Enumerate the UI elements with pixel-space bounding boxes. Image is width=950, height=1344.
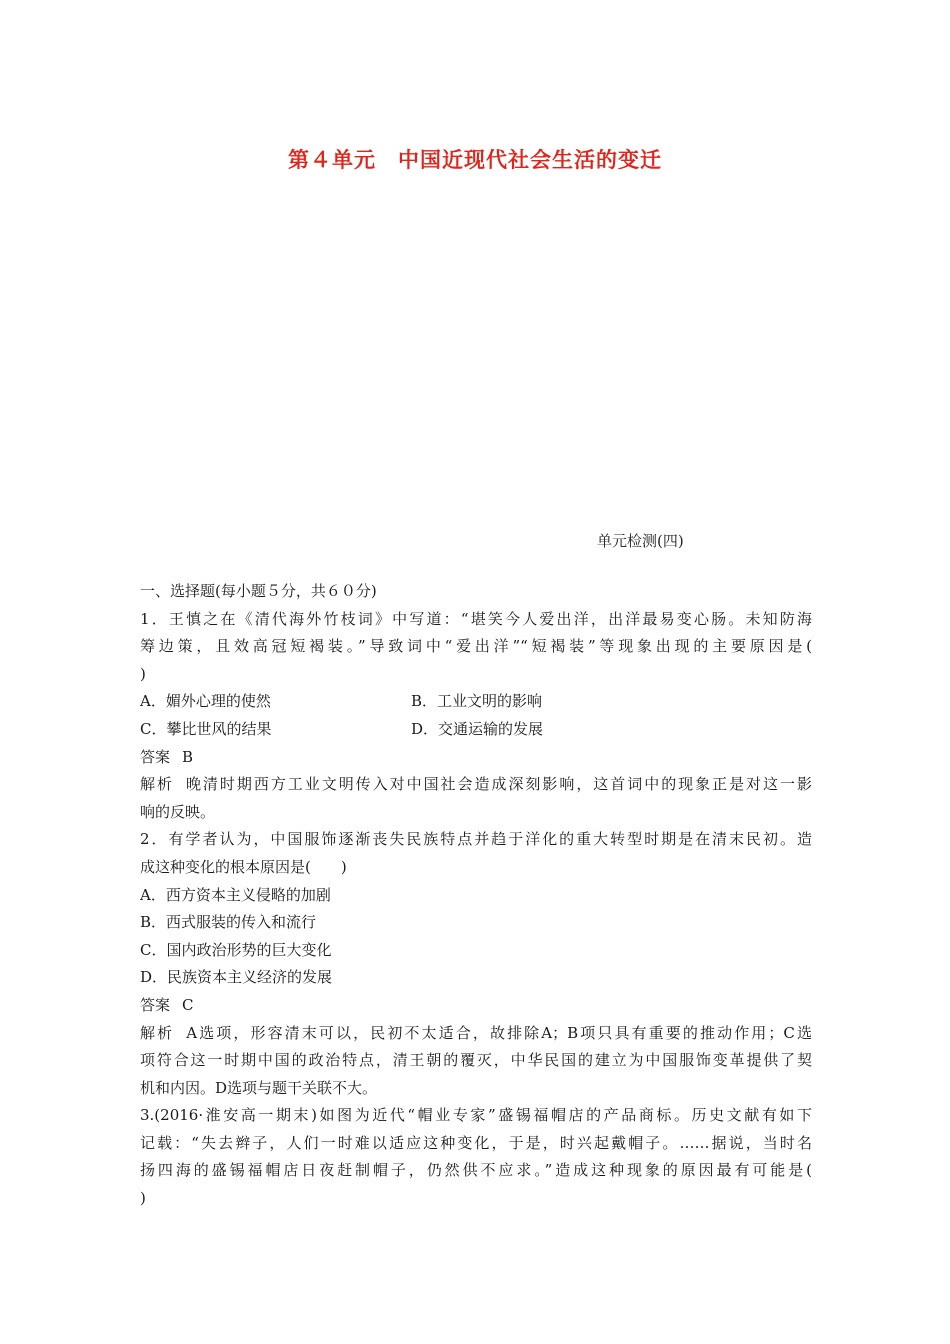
q1-analysis-label: 解析 bbox=[140, 775, 174, 794]
q2-stem-line-1: 2．有学者认为，中国服饰逐渐丧失民族特点并趋于洋化的重大转型时期是在清末民初。造 bbox=[140, 830, 812, 849]
q2-option-d: D．民族资本主义经济的发展 bbox=[140, 968, 333, 987]
q1-options-row-2 bbox=[140, 716, 812, 744]
question-2 bbox=[140, 826, 812, 1102]
q1-analysis-line-1 bbox=[140, 771, 812, 799]
q2-option-a: A．西方资本主义侵略的加剧 bbox=[140, 885, 331, 904]
q1-stem-line-3: ) bbox=[140, 664, 146, 683]
q1-analysis-line-2: 响的反映。 bbox=[140, 802, 216, 821]
q2-answer bbox=[140, 992, 812, 1020]
q2-analysis-line-1 bbox=[140, 1020, 812, 1048]
section-heading: 一、选择题(每小题５分，共６０分) bbox=[140, 582, 377, 600]
q2-analysis-line-3: 机和内因。D选项与题干关联不大。 bbox=[140, 1078, 378, 1097]
q2-analysis-label: 解析 bbox=[140, 1023, 175, 1042]
q2-option-c: C．国内政治形势的巨大变化 bbox=[140, 940, 332, 959]
question-3 bbox=[140, 1102, 812, 1212]
q2-stem-line-2: 成这种变化的根本原因是( ) bbox=[140, 857, 347, 876]
q1-analysis-text-1: 晚清时期西方工业文明传入对中国社会造成深刻影响，这首词中的现象正是对这一影 bbox=[185, 775, 812, 794]
q2-answer-label: 答案 bbox=[140, 995, 171, 1014]
q1-option-c: C．攀比世风的结果 bbox=[140, 719, 272, 738]
unit-test-subtitle: 单元检测(四) bbox=[597, 532, 684, 550]
q2-analysis-line-2: 项符合这一时期中国的政治特点，清王朝的覆灭，中华民国的建立为中国服饰变革提供了契 bbox=[140, 1051, 812, 1070]
q1-option-a: A．媚外心理的使然 bbox=[140, 692, 271, 711]
q1-answer-value: B bbox=[182, 747, 194, 766]
q3-stem-line-2: 记载：“失去辫子，人们一时难以适应这种变化，于是，时兴起戴帽子。……据说，当时名 bbox=[140, 1133, 812, 1152]
q1-stem-line-1: 1．王慎之在《清代海外竹枝词》中写道：“堪笑今人爱出洋，出洋最易变心肠。未知防海 bbox=[140, 609, 812, 628]
q1-stem-line-2: 筹边策，且效高冠短褐装。”导致词中“爱出洋”“短褐装”等现象出现的主要原因是( bbox=[140, 637, 812, 656]
q1-options-row-1 bbox=[140, 688, 812, 716]
q3-stem-line-4: ) bbox=[140, 1189, 146, 1208]
q3-stem-line-1: 3.(2016·淮安高一期末)如图为近代“帽业专家”盛锡福帽店的产品商标。历史文献有如下 bbox=[140, 1106, 812, 1125]
q1-option-d: D．交通运输的发展 bbox=[411, 719, 544, 738]
question-1 bbox=[140, 606, 812, 827]
q1-option-b: B．工业文明的影响 bbox=[411, 692, 543, 711]
q2-option-b: B．西式服装的传入和流行 bbox=[140, 913, 317, 932]
q1-answer-label: 答案 bbox=[140, 747, 171, 766]
page-title: 第４单元 中国近现代社会生活的变迁 bbox=[288, 148, 662, 172]
q2-analysis-text-1: A选项，形容清末可以，民初不太适合，故排除A；B项只具有重要的推动作用；C选 bbox=[186, 1023, 812, 1042]
q2-answer-value: C bbox=[182, 995, 194, 1014]
document-body bbox=[140, 578, 812, 1213]
q1-answer bbox=[140, 744, 812, 772]
q3-stem-line-3: 扬四海的盛锡福帽店日夜赶制帽子，仍然供不应求。”造成这种现象的原因最有可能是( bbox=[140, 1161, 812, 1180]
